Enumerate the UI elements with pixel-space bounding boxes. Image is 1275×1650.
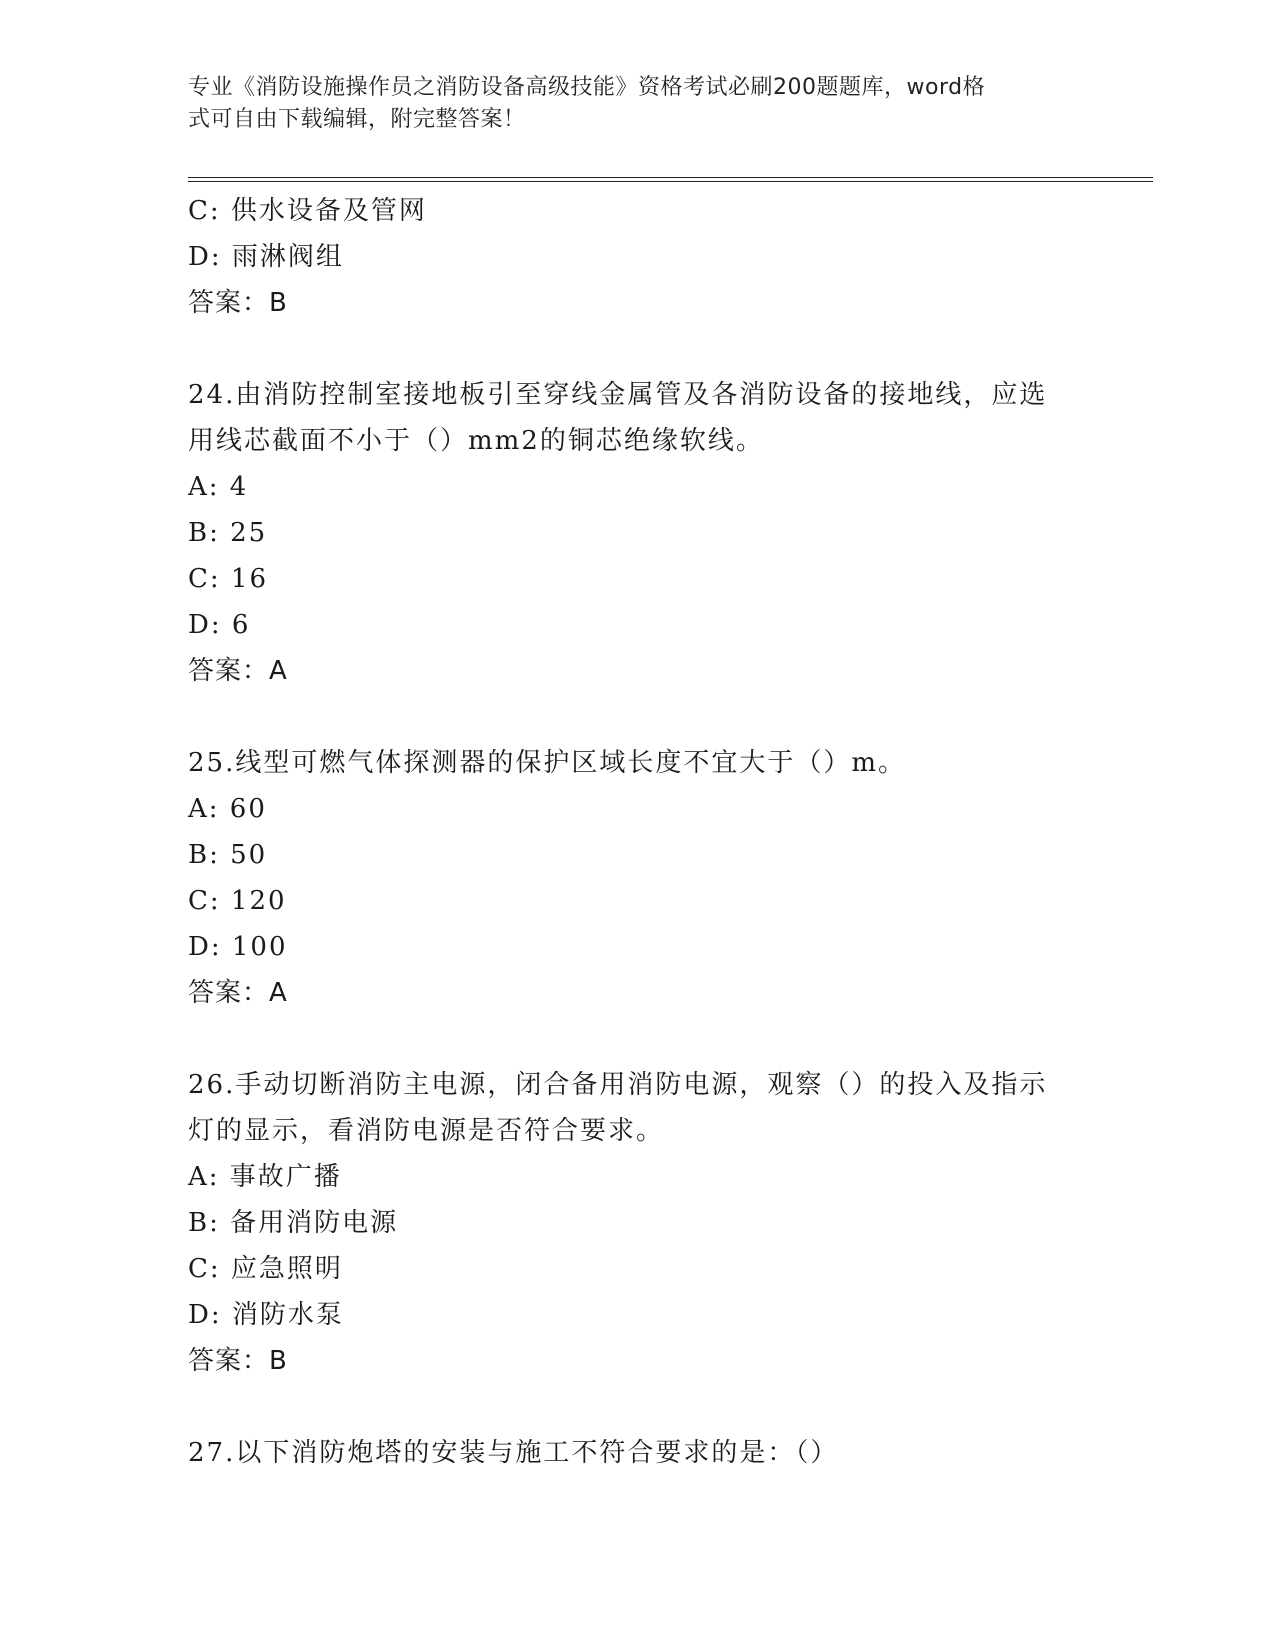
question-text-line: 25.线型可燃气体探测器的保护区域长度不宜大于（）m。 bbox=[188, 748, 907, 778]
spacer bbox=[188, 1384, 1088, 1430]
header-double-rule bbox=[188, 177, 1153, 182]
answer-line: 答案：B bbox=[188, 288, 288, 318]
option-d: D: 雨淋阀组 bbox=[188, 242, 344, 272]
answer-line: 答案：A bbox=[188, 656, 288, 686]
question-text-line: 27.以下消防炮塔的安装与施工不符合要求的是：（） bbox=[188, 1438, 839, 1468]
answer-line: 答案：B bbox=[188, 1346, 288, 1376]
option-c: C: 16 bbox=[188, 564, 269, 594]
option-d: D: 6 bbox=[188, 610, 251, 640]
header-line-2: 式可自由下载编辑，附完整答案！ bbox=[188, 107, 526, 132]
question-27 bbox=[188, 1430, 1088, 1476]
option-c: C: 120 bbox=[188, 886, 287, 916]
option-d: D: 消防水泵 bbox=[188, 1300, 344, 1330]
option-c: C: 供水设备及管网 bbox=[188, 196, 427, 226]
document-header bbox=[188, 72, 1068, 136]
question-text-line: 用线芯截面不小于（）mm2的铜芯绝缘软线。 bbox=[188, 426, 764, 456]
header-line-1: 专业《消防设施操作员之消防设备高级技能》资格考试必刷200题题库，word格 bbox=[188, 75, 986, 100]
question-text-line: 灯的显示，看消防电源是否符合要求。 bbox=[188, 1116, 665, 1146]
option-b: B: 50 bbox=[188, 840, 268, 870]
question-text-line: 26.手动切断消防主电源，闭合备用消防电源，观察（）的投入及指示 bbox=[188, 1070, 1048, 1100]
question-content bbox=[188, 188, 1088, 1476]
option-c: C: 应急照明 bbox=[188, 1254, 343, 1284]
spacer bbox=[188, 694, 1088, 740]
question-24 bbox=[188, 372, 1088, 694]
answer-line: 答案：A bbox=[188, 978, 288, 1008]
spacer bbox=[188, 1016, 1088, 1062]
option-a: A: 事故广播 bbox=[188, 1162, 342, 1192]
question-26 bbox=[188, 1062, 1088, 1384]
option-b: B: 25 bbox=[188, 518, 268, 548]
option-d: D: 100 bbox=[188, 932, 288, 962]
option-b: B: 备用消防电源 bbox=[188, 1208, 399, 1238]
question-25 bbox=[188, 740, 1088, 1016]
prev-question bbox=[188, 188, 1088, 326]
question-text-line: 24.由消防控制室接地板引至穿线金属管及各消防设备的接地线，应选 bbox=[188, 380, 1048, 410]
option-a: A: 60 bbox=[188, 794, 267, 824]
spacer bbox=[188, 326, 1088, 372]
option-a: A: 4 bbox=[188, 472, 249, 502]
